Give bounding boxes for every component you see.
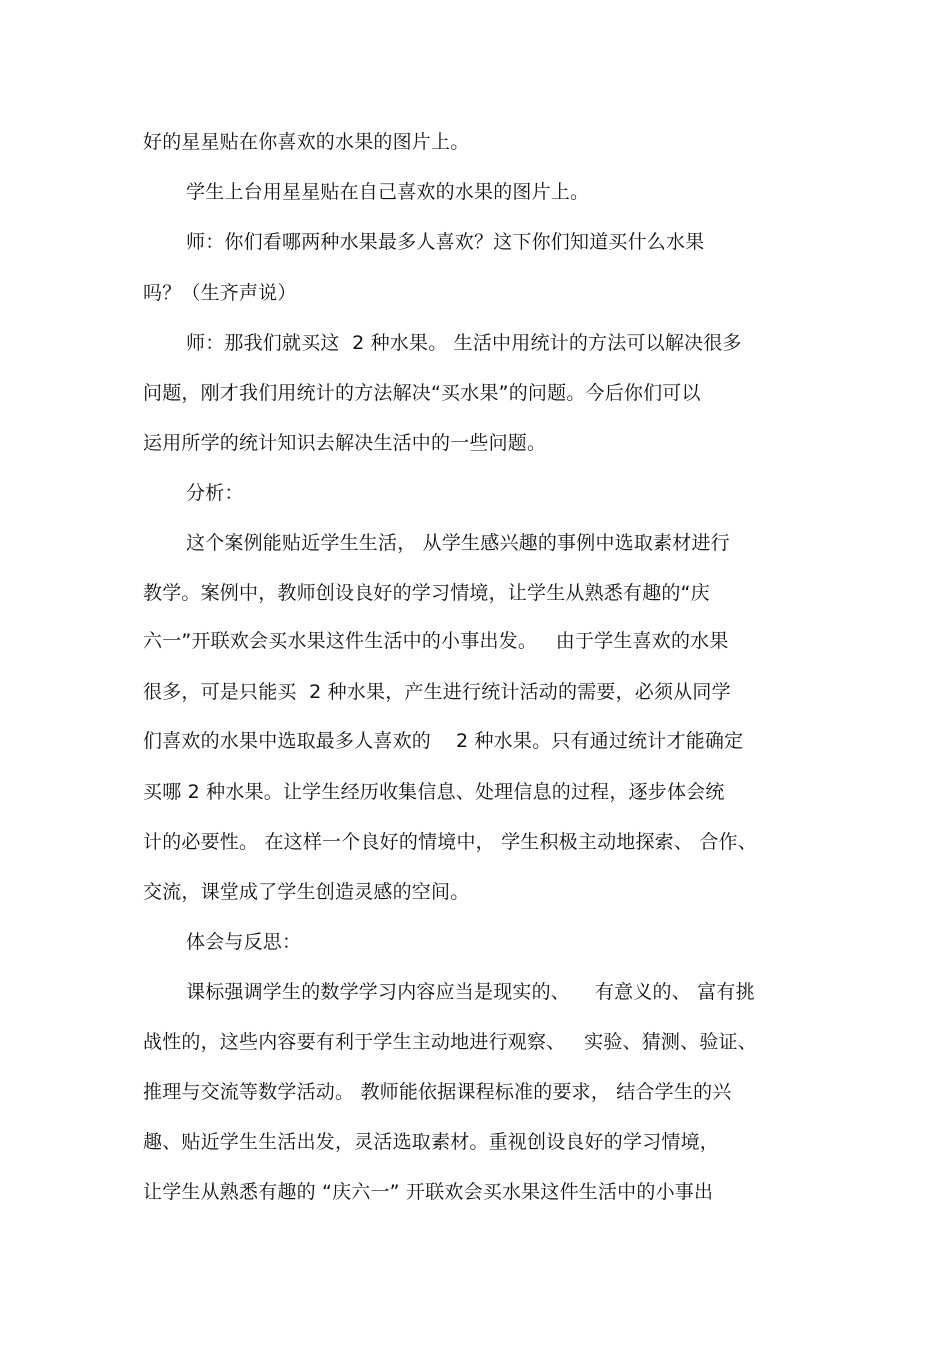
text-line: 们喜欢的水果中选取最多人喜欢的 2 种水果。只有通过统计才能确定 <box>143 730 744 752</box>
text-line: 吗？（生齐声说） <box>143 282 297 304</box>
text-line: 买哪 2 种水果。让学生经历收集信息、处理信息的过程，逐步体会统 <box>143 781 725 803</box>
text-line: 战性的，这些内容要有利于学生主动地进行观察、 实验、猜测、验证、 <box>143 1031 757 1053</box>
text-line: 好的星星贴在你喜欢的水果的图片上。 <box>143 131 470 153</box>
section-heading: 分析： <box>186 482 244 504</box>
text-line: 问题，刚才我们用统计的方法解决“买水果”的问题。今后你们可以 <box>143 382 701 404</box>
text-line: 让学生从熟悉有趣的 “庆六一” 开联欢会买水果这件生活中的小事出 <box>143 1181 714 1203</box>
section-heading: 体会与反思： <box>186 931 302 953</box>
text-line: 师：那我们就买这 2 种水果。 生活中用统计的方法可以解决很多 <box>186 332 742 354</box>
text-line: 推理与交流等数学活动。 教师能依据课程标准的要求， 结合学生的兴 <box>143 1081 732 1103</box>
text-line: 交流，课堂成了学生创造灵感的空间。 <box>143 881 470 903</box>
text-line: 教学。案例中，教师创设良好的学习情境，让学生从熟悉有趣的“庆 <box>143 582 710 604</box>
text-line: 学生上台用星星贴在自己喜欢的水果的图片上。 <box>186 181 590 203</box>
text-line: 师：你们看哪两种水果最多人喜欢？这下你们知道买什么水果 <box>186 231 705 253</box>
text-line: 趣、贴近学生生活出发，灵活选取素材。重视创设良好的学习情境， <box>143 1131 720 1153</box>
text-line: 很多，可是只能买 2 种水果，产生进行统计活动的需要，必须从同学 <box>143 681 731 703</box>
text-line: 计的必要性。 在这样一个良好的情境中， 学生积极主动地探索、 合作、 <box>143 831 757 853</box>
text-line: 运用所学的统计知识去解决生活中的一些问题。 <box>143 432 547 454</box>
text-line: 这个案例能贴近学生生活， 从学生感兴趣的事例中选取素材进行 <box>186 532 730 554</box>
text-line: 课标强调学生的数学学习内容应当是现实的、 有意义的、 富有挑 <box>186 981 755 1003</box>
text-line: 六一”开联欢会买水果这件生活中的小事出发。 由于学生喜欢的水果 <box>143 630 729 652</box>
